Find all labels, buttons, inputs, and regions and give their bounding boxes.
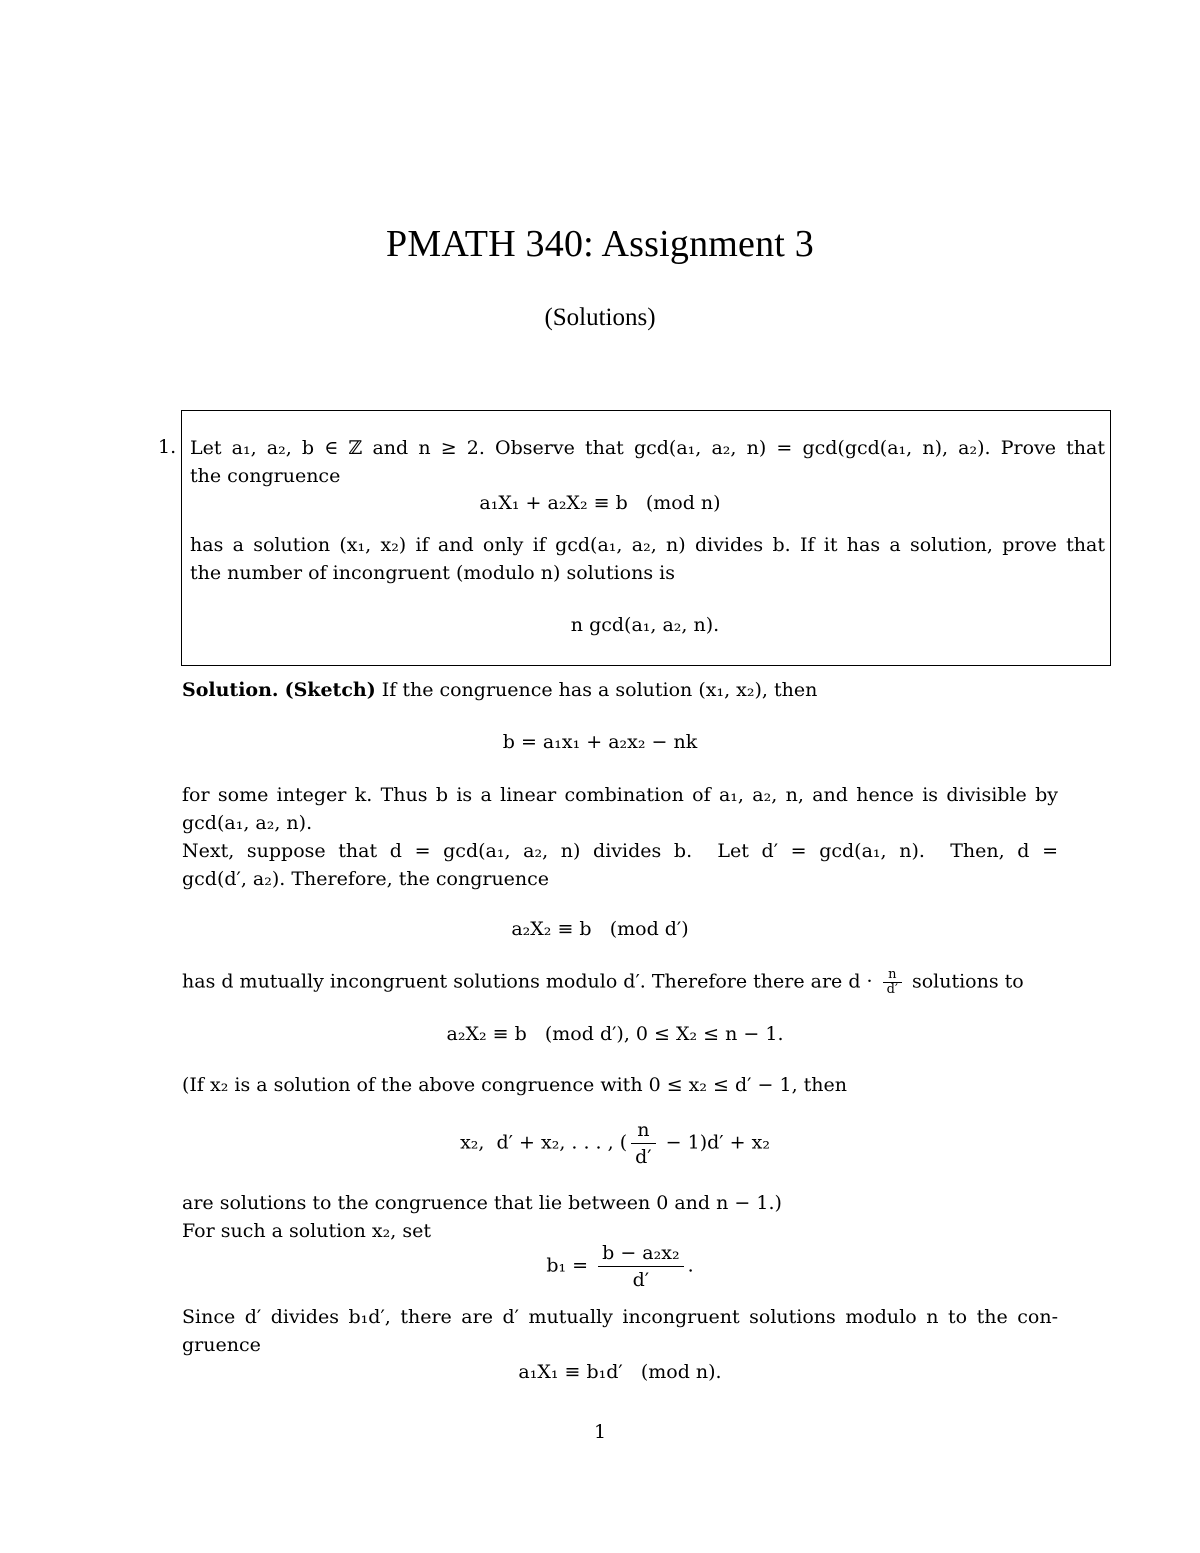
paragraph-line: for some integer k. Thus b is a linear combination of a₁, a₂, n, and hence is divisible by (182, 784, 1058, 806)
paragraph-line: gcd(d′, a₂). Therefore, the congruence (182, 868, 550, 890)
equation-b: b = a₁x₁ + a₂x₂ − nk (502, 731, 698, 753)
document-title: PMATH 340: Assignment 3 (386, 223, 814, 265)
paragraph-line: For such a solution x₂, set (182, 1220, 431, 1242)
fraction (883, 968, 902, 997)
equation-text: − 1)d′ + x₂ (659, 1131, 770, 1154)
fraction-numerator: n (631, 1117, 655, 1144)
fraction (598, 1240, 683, 1293)
fraction (631, 1117, 655, 1170)
paragraph-line: (If x₂ is a solution of the above congruence with 0 ≤ x₂ ≤ d′ − 1, then (182, 1074, 848, 1096)
problem-statement-line: Let a₁, a₂, b ∈ ℤ and n ≥ 2. Observe that gcd(a₁, a₂, n) = gcd(gcd(a₁, n), a₂). Prove that (190, 437, 1105, 459)
paragraph-text: has d mutually incongruent solutions modulo d′. Therefore there are d · (182, 970, 879, 993)
equation-e (15, 1117, 1200, 1170)
problem-statement-line: the congruence (190, 465, 341, 487)
paragraph-line (182, 968, 1024, 997)
solution-intro-text: If the congruence has a solution (x₁, x₂), then (375, 679, 818, 701)
problem-statement-line: has a solution (x₁, x₂) if and only if gcd(a₁, a₂, n) divides b. If it has a solution, prove that (190, 534, 1105, 556)
equation-text: x₂, d′ + x₂, . . . , ( (460, 1131, 628, 1154)
paragraph-line: Next, suppose that d = gcd(a₁, a₂, n) divides b. Let d′ = gcd(a₁, n). Then, d = (182, 840, 1058, 862)
paragraph-line: gruence (182, 1334, 261, 1356)
equation-d: a₂X₂ ≡ b (mod d′), 0 ≤ X₂ ≤ n − 1. (446, 1023, 784, 1045)
document-subtitle: (Solutions) (544, 304, 656, 331)
equation-text: b₁ = (546, 1254, 595, 1277)
paragraph-text: solutions to (905, 970, 1024, 993)
solution-intro (182, 678, 817, 702)
paragraph-line: are solutions to the congruence that lie between 0 and n − 1.) (182, 1192, 782, 1214)
solution-label: Solution. (182, 679, 279, 701)
fraction-denominator: d′ (632, 1269, 650, 1291)
paragraph-line: gcd(a₁, a₂, n). (182, 812, 313, 834)
problem-equation: a₁X₁ + a₂X₂ ≡ b (mod n) (479, 492, 721, 514)
sketch-label: (Sketch) (284, 679, 376, 701)
page-number: 1 (593, 1421, 607, 1443)
equation-text: . (687, 1254, 694, 1277)
equation-f (20, 1240, 1200, 1293)
problem-statement-line: the number of incongruent (modulo n) solutions is (190, 562, 675, 584)
fraction-numerator: n (883, 968, 902, 983)
problem-equation: n gcd(a₁, a₂, n). (570, 614, 720, 636)
fraction-denominator: d′ (886, 982, 898, 997)
equation-g: a₁X₁ ≡ b₁d′ (mod n). (518, 1361, 722, 1383)
paragraph-line: Since d′ divides b₁d′, there are d′ mutually incongruent solutions modulo n to the con- (182, 1306, 1058, 1328)
fraction-denominator: d′ (635, 1146, 652, 1168)
problem-number: 1. (158, 436, 177, 458)
fraction-numerator: b − a₂x₂ (598, 1240, 683, 1267)
equation-c: a₂X₂ ≡ b (mod d′) (511, 918, 689, 940)
